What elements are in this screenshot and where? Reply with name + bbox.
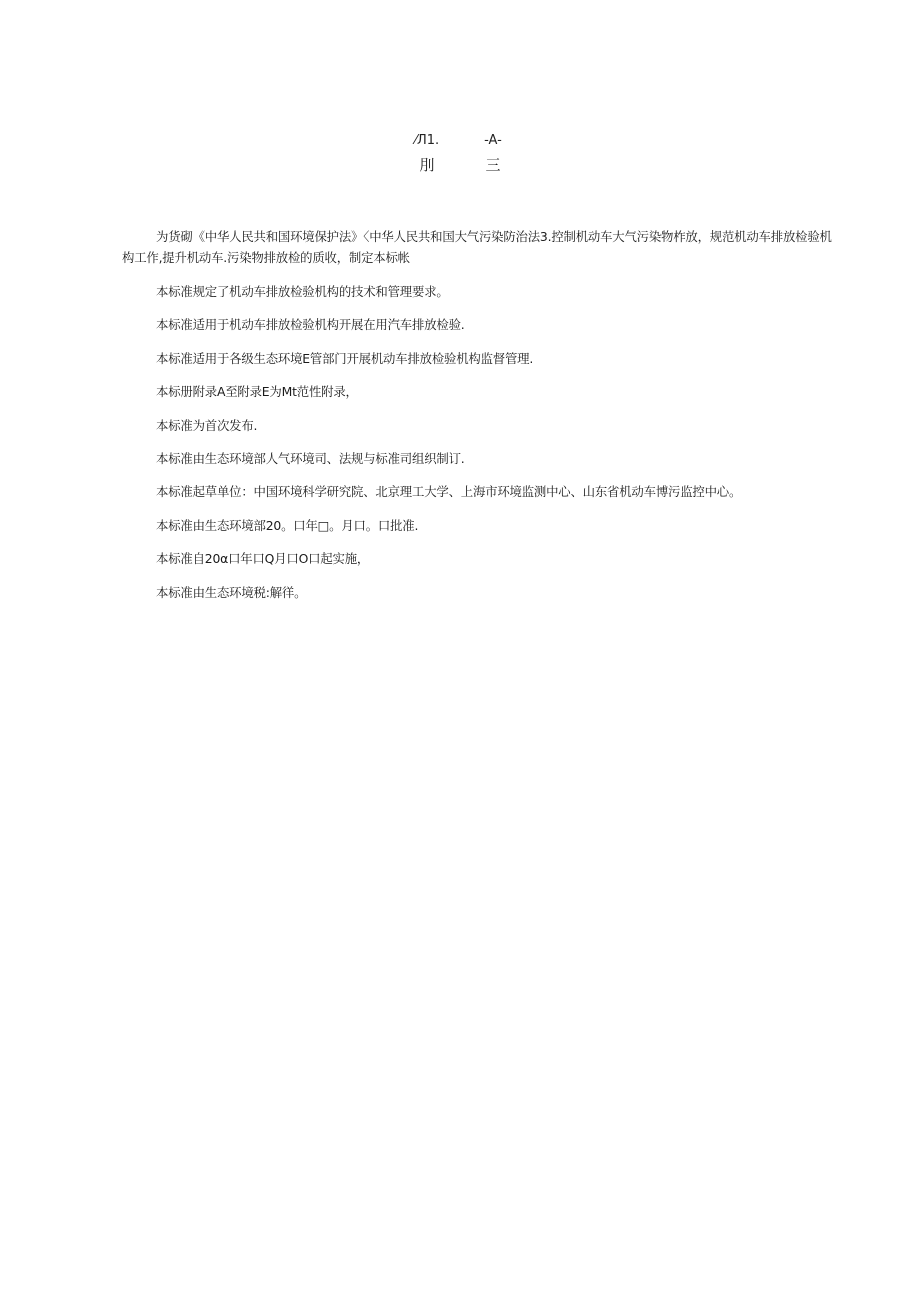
paragraph-drafting-units: 本标准起草单位：中国环境科学研究院、北京理工大学、上海市环境监测中心、山东省机动车博污监控中心。 [156,484,742,500]
heading-line-1 [0,133,920,149]
heading-line-2-left: 刖 [419,156,435,174]
paragraph-purpose: 为货砌《中华人民共和国环境保护法》〈中华人民共和国大气污染防治法3.控制机动车大气污染物柞放，规范机动车排放检验机构工作,提升机动车.污染物排放检的质收，制定本标帐 [122,229,832,265]
foreword-body [122,226,842,615]
paragraph-effective-date: 本标准自20α口年口Q月口O口起实施， [156,551,370,567]
heading-line-2-right: 三 [485,156,501,174]
paragraph-scope-supervision: 本标准适用于各级生态环境E管部门开展机动车排放检验机构监督管理. [156,350,534,366]
heading-line-1-left: ⁄Л1. [414,133,440,148]
paragraph-first-release: 本标准为首次发布. [156,417,258,433]
paragraph-scope-requirements: 本标准规定了机动车排放检验机构的技术和管理要求。 [156,284,449,299]
paragraph-organized-by: 本标准由生态环境部人气环境司、法规与标准司组织制订. [156,450,465,466]
paragraph-scope-inspection: 本标准适用于机动车排放检验机构开展在用汽车排放检验. [156,317,465,333]
paragraph-interpretation: 本标准由生态环境税:解徉。 [156,584,307,600]
paragraph-approval: 本标准由生态环境部20。口年□。月口。口批准. [156,517,419,533]
heading-line-2 [0,156,920,174]
heading-line-1-right: -A- [484,133,502,148]
paragraph-appendices: 本标册附录A至附录E为Mt范性附录， [156,384,358,400]
